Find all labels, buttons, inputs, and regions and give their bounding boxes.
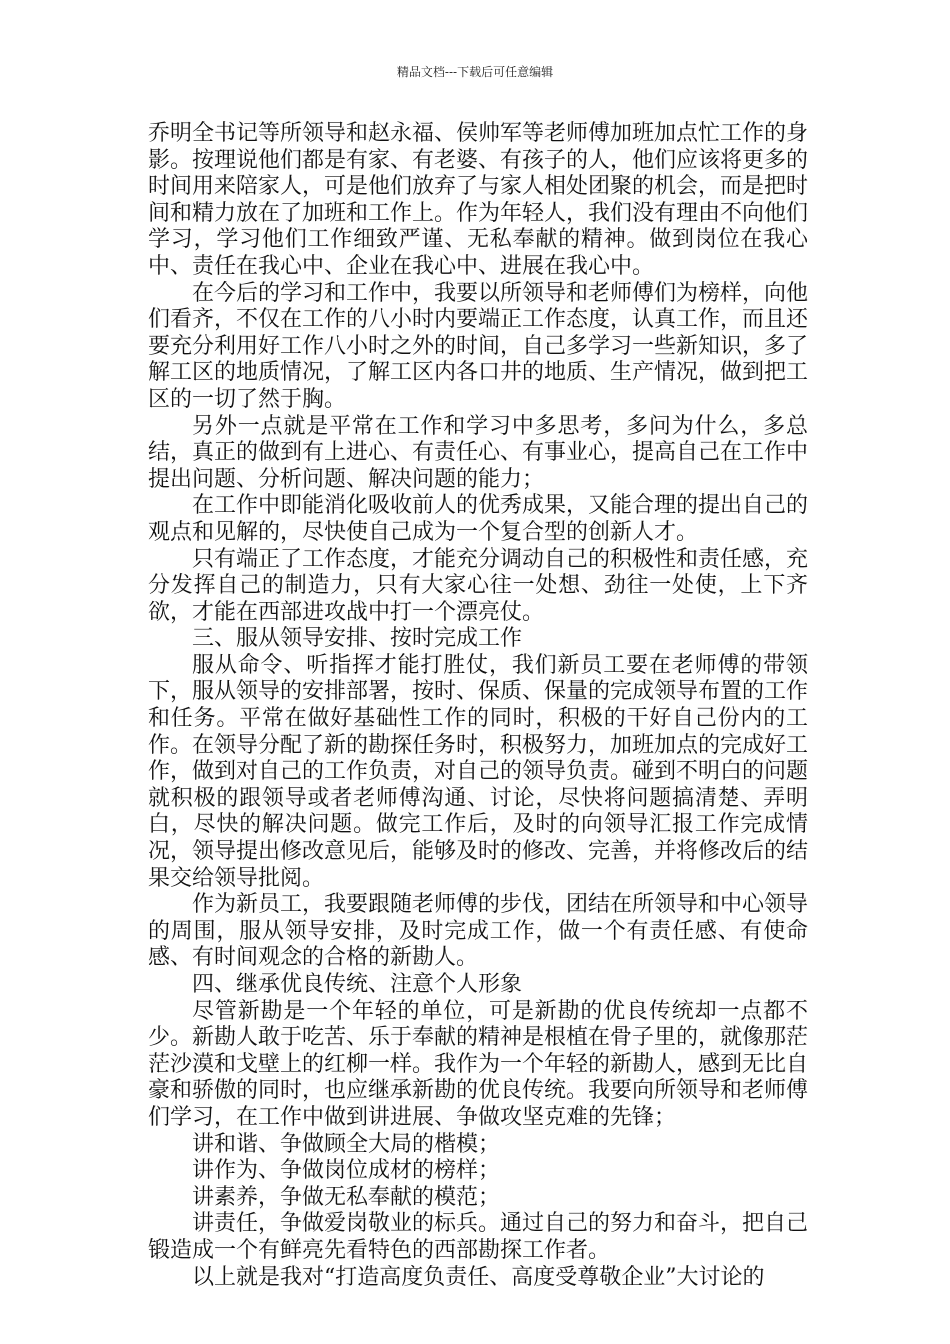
- paragraph: 乔明全书记等所领导和赵永福、侯帅军等老师傅加班加点忙工作的身影。按理说他们都是有家、有老婆、有孩子的人，他们应该将更多的时间用来陪家人，可是他们放弃了与家人相处团聚的机会，而是把时间和精力放在了加班和工作上。作为年轻人，我们没有理由不向他们学习，学习他们工作细致严谨、无私奉献的精神。做到岗位在我心中、责任在我心中、企业在我心中、进展在我心中。: [148, 121, 809, 279]
- paragraph: 只有端正了工作态度，才能充分调动自己的积极性和责任感，充分发挥自己的制造力，只有大家心往一处想、劲往一处使，上下齐欲，才能在西部进攻战中打一个漂亮仗。: [148, 546, 809, 625]
- list-item: 讲作为、争做岗位成材的榜样；: [192, 1158, 501, 1184]
- paragraph: 讲责任，争做爱岗敬业的标兵。通过自己的努力和奋斗，把自己锻造成一个有鲜亮先看特色的西部勘探工作者。: [148, 1211, 809, 1263]
- paragraph: 在今后的学习和工作中，我要以所领导和老师傅们为榜样，向他们看齐，不仅在工作的八小时内要端正工作态度，认真工作，而且还要充分利用好工作八小时之外的时间，自己多学习一些新知识，多了解工区的地质情况，了解工区内各口井的地质、生产情况，做到把工区的一切了然于胸。: [148, 280, 809, 412]
- paragraph: 服从命令、听指挥才能打胜仗，我们新员工要在老师傅的带领下，服从领导的安排部署，按时、保质、保量的完成领导布置的工作和任务。平常在做好基础性工作的同时，积极的干好自己份内的工作。在领导分配了新的勘探任务时，积极努力，加班加点的完成好工作，做到对自己的工作负责，对自己的领导负责。碰到不明白的问题就积极的跟领导或者老师傅沟通、讨论，尽快将问题搞清楚、弄明白，尽快的解决问题。做完工作后，及时的向领导汇报工作完成情况，领导提出修改意见后，能够及时的修改、完善，并将修改后的结果交给领导批阅。: [148, 652, 809, 891]
- paragraph: 作为新员工，我要跟随老师傅的步伐，团结在所领导和中心领导的周围，服从领导安排，及时完成工作，做一个有责任感、有使命感、有时间观念的合格的新勘人。: [148, 892, 809, 971]
- paragraph: 尽管新勘是一个年轻的单位，可是新勘的优良传统却一点都不少。新勘人敢于吃苦、乐于奉献的精神是根植在骨子里的，就像那茫茫沙漠和戈壁上的红柳一样。我作为一个年轻的新勘人，感到无比自豪和骄傲的同时，也应继承新勘的优良传统。我要向所领导和老师傅们学习，在工作中做到讲进展、争做攻坚克难的先锋；: [148, 998, 809, 1130]
- list-item: 讲素养，争做无私奉献的模范；: [192, 1184, 501, 1210]
- section-heading: 三、服从领导安排、按时完成工作: [192, 626, 523, 652]
- page-header: 精品文档---下载后可任意编辑: [396, 65, 554, 79]
- paragraph: 以上就是我对“打造高度负责任、高度受尊敬企业”大讨论的: [192, 1264, 765, 1290]
- paragraph: 在工作中即能消化吸收前人的优秀成果，又能合理的提出自己的观点和见解的，尽快使自己成为一个复合型的创新人才。: [148, 493, 809, 545]
- section-heading: 四、继承优良传统、注意个人形象: [192, 972, 523, 997]
- paragraph: 另外一点就是平常在工作和学习中多思考，多问为什么，多总结，真正的做到有上进心、有责任心、有事业心，提高自己在工作中提出问题、分析问题、解决问题的能力；: [148, 413, 809, 492]
- document-body: [148, 121, 808, 1291]
- list-item: 讲和谐、争做顾全大局的楷模；: [192, 1131, 501, 1157]
